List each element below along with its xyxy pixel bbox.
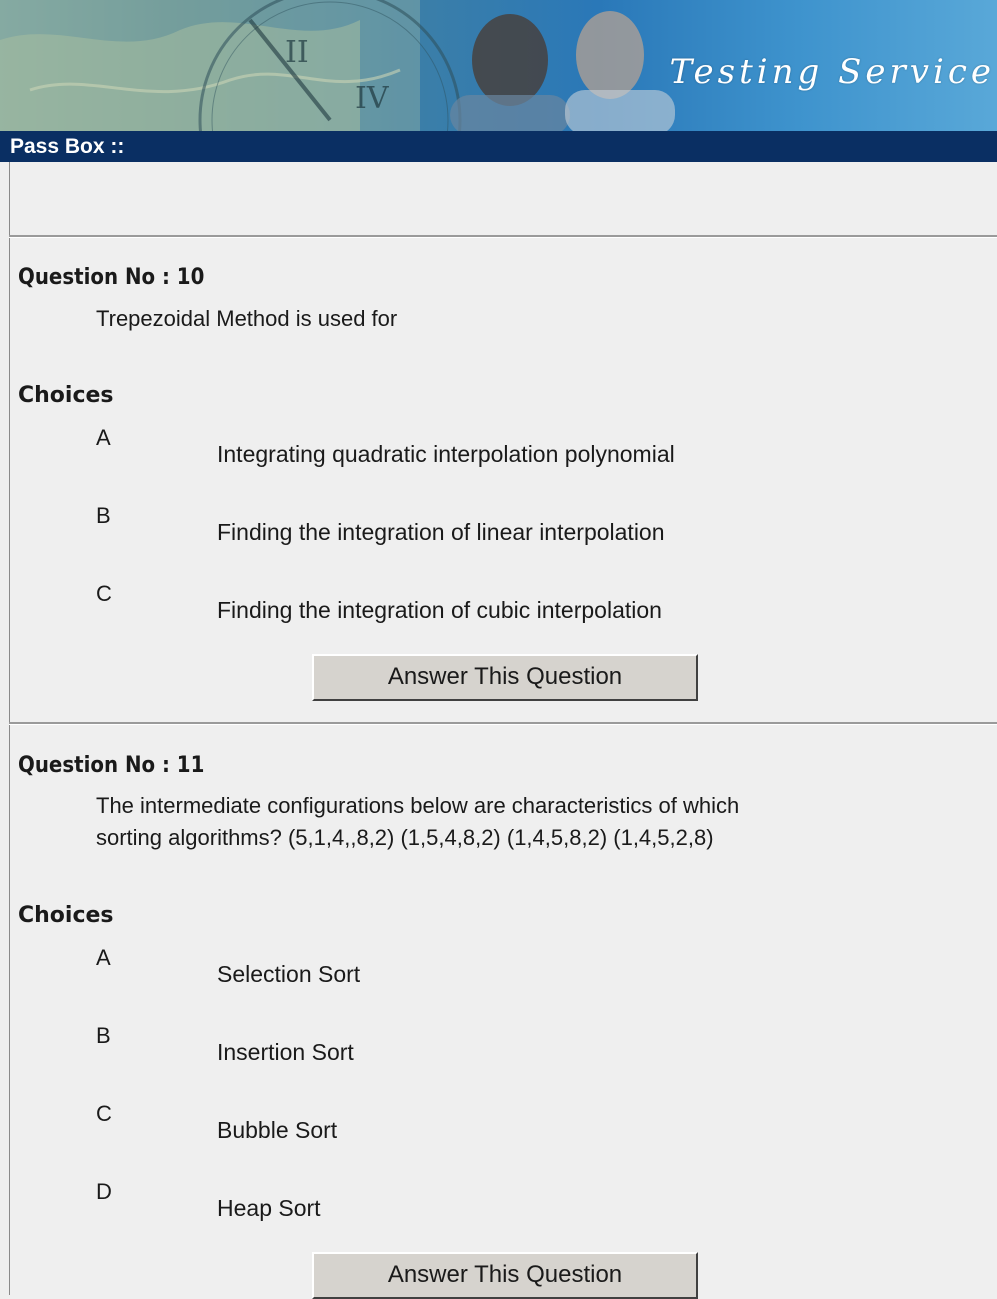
choice-text[interactable]: Selection Sort [217,961,361,987]
choice-text[interactable]: Finding the integration of cubic interpolation [217,597,662,623]
choice-text[interactable]: Finding the integration of linear interpolation [217,519,665,545]
choice-letter: C [96,1101,112,1126]
header-banner [0,0,997,131]
question-text-line-2: sorting algorithms? (5,1,4,,8,2) (1,5,4,8,2) (1,4,5,8,2) (1,4,5,2,8) [96,825,714,850]
banner-title: Testing Service [669,52,995,92]
choice-text[interactable]: Heap Sort [217,1195,321,1221]
passbox-label: Pass Box :: [10,135,125,158]
question-heading: Question No : 11 [18,753,205,778]
question-heading: Question No : 10 [18,265,205,290]
choices-label: Choices [18,383,114,408]
choice-letter: C [96,581,112,606]
svg-text:IV: IV [355,81,389,116]
divider [9,235,997,238]
answer-question-button[interactable]: Answer This Question [312,654,698,701]
choice-text[interactable]: Insertion Sort [217,1039,354,1065]
divider [9,722,997,725]
question-text: Trepezoidal Method is used for [96,306,398,331]
question-text-line-1: The intermediate configurations below are characteristics of which [96,793,740,818]
choice-letter: A [96,425,111,450]
passbox-bar [0,131,997,162]
choice-letter: D [96,1179,112,1204]
choice-letter: B [96,1023,111,1048]
answer-question-button[interactable]: Answer This Question [312,1252,698,1299]
choice-text[interactable]: Integrating quadratic interpolation polynomial [217,441,675,467]
choice-letter: B [96,503,111,528]
svg-text:II: II [285,35,309,70]
choice-text[interactable]: Bubble Sort [217,1117,338,1143]
choice-letter: A [96,945,111,970]
choices-label: Choices [18,903,114,928]
left-border [9,162,10,1295]
